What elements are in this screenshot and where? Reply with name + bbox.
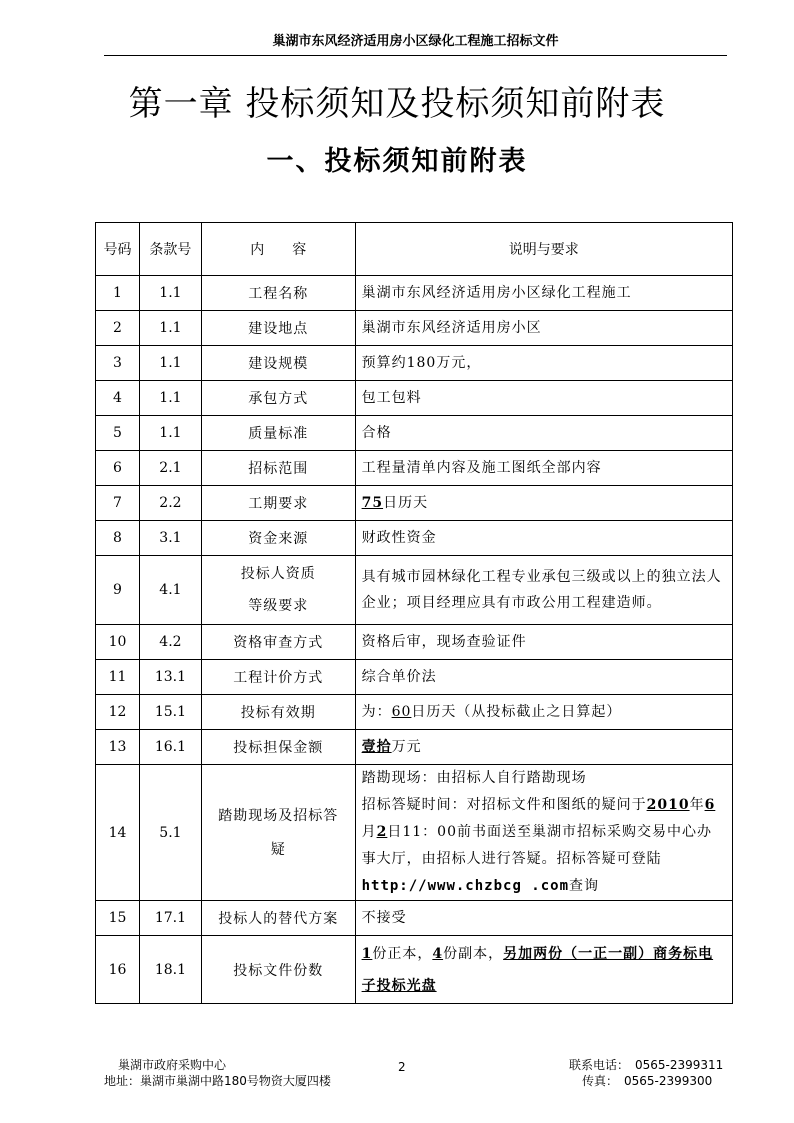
duration-days: 75: [361, 494, 384, 511]
row-no: 13: [96, 730, 140, 765]
row-desc: [355, 695, 732, 730]
bid-instructions-table: [95, 222, 733, 1004]
table-row: [96, 521, 733, 556]
row-clause: 3.1: [139, 521, 201, 556]
row-clause: 13.1: [139, 660, 201, 695]
row-no: 12: [96, 695, 140, 730]
table-row: [96, 765, 733, 901]
row-clause: 2.2: [139, 486, 201, 521]
row-item-line: 投标人资质: [240, 566, 316, 582]
table-row: [96, 276, 733, 311]
table-row: [96, 311, 733, 346]
table-row: [96, 625, 733, 660]
col-header-clause: 条款号: [139, 223, 201, 276]
row-no: 9: [96, 556, 140, 625]
row-desc: 合格: [355, 416, 732, 451]
row-no: 15: [96, 901, 140, 936]
row-no: 16: [96, 936, 140, 1004]
table-row: [96, 730, 733, 765]
row-desc: 不接受: [355, 901, 732, 936]
row-desc: [355, 486, 732, 521]
row-item: 承包方式: [201, 381, 355, 416]
bond-unit: 万元: [391, 738, 422, 755]
row-no: 7: [96, 486, 140, 521]
qa-month-unit: 月: [361, 824, 377, 840]
qa-year: 2010: [646, 797, 690, 813]
website-link[interactable]: http://www.chzbcg .com: [361, 878, 570, 894]
footer-org: 巢湖市政府采购中心: [118, 1058, 227, 1072]
page-number: 2: [398, 1060, 406, 1074]
row-no: 4: [96, 381, 140, 416]
duration-unit: 日历天: [383, 494, 429, 511]
table-header-row: [96, 223, 733, 276]
qa-time-text: 招标答疑时间：对招标文件和图纸的疑问于: [361, 797, 647, 813]
row-no: 3: [96, 346, 140, 381]
row-item: 工程名称: [201, 276, 355, 311]
validity-suffix: 日历天（从投标截止之日算起）: [411, 703, 622, 720]
running-header: 巢湖市东风经济适用房小区绿化工程施工招标文件: [272, 34, 559, 49]
table-row: [96, 901, 733, 936]
col-header-no: 号码: [96, 223, 140, 276]
qa-day: 2: [376, 824, 388, 840]
qa-month: 6: [704, 797, 716, 813]
row-desc: 具有城市园林绿化工程专业承包三级或以上的独立法人企业；项目经理应具有市政公用工程建造师。: [355, 556, 732, 625]
row-item: 招标范围: [201, 451, 355, 486]
row-desc: [355, 730, 732, 765]
footer-fax: 传真： 0565-2399300: [582, 1074, 713, 1088]
row-desc: 综合单价法: [355, 660, 732, 695]
row-clause: 1.1: [139, 311, 201, 346]
header-rule: [104, 55, 727, 56]
row-item: 投标担保金额: [201, 730, 355, 765]
copy-count: 4: [432, 945, 444, 962]
bond-amount: 壹拾: [361, 738, 392, 755]
chapter-title: 第一章 投标须知及投标须知前附表: [128, 84, 666, 124]
row-desc: 财政性资金: [355, 521, 732, 556]
row-clause: 4.2: [139, 625, 201, 660]
row-clause: 2.1: [139, 451, 201, 486]
row-clause: 1.1: [139, 276, 201, 311]
row-item: 质量标准: [201, 416, 355, 451]
table-row: [96, 695, 733, 730]
row-item: 投标文件份数: [201, 936, 355, 1004]
row-clause: 4.1: [139, 556, 201, 625]
row-desc: 工程量清单内容及施工图纸全部内容: [355, 451, 732, 486]
row-item: 工期要求: [201, 486, 355, 521]
row-item: 建设地点: [201, 311, 355, 346]
row-clause: 16.1: [139, 730, 201, 765]
row-item: 资金来源: [201, 521, 355, 556]
row-item: 资格审查方式: [201, 625, 355, 660]
qa-query-text: 查询: [569, 878, 600, 894]
table-row: [96, 416, 733, 451]
table-row: [96, 660, 733, 695]
row-clause: 5.1: [139, 765, 201, 901]
table-row: [96, 936, 733, 1004]
row-clause: 18.1: [139, 936, 201, 1004]
row-desc: 巢湖市东风经济适用房小区绿化工程施工: [355, 276, 732, 311]
row-no: 8: [96, 521, 140, 556]
row-no: 2: [96, 311, 140, 346]
row-clause: 17.1: [139, 901, 201, 936]
row-item-line: 疑: [270, 841, 286, 858]
row-item: 投标有效期: [201, 695, 355, 730]
electronic-disc-text: 另加两份（一正一副）商务标电子投标光盘: [361, 945, 714, 994]
row-clause: 1.1: [139, 416, 201, 451]
row-item: 建设规模: [201, 346, 355, 381]
row-item-line: 等级要求: [248, 598, 309, 614]
site-visit-text: 踏勘现场：由招标人自行踏勘现场: [361, 770, 587, 786]
row-no: 10: [96, 625, 140, 660]
col-header-item: 内 容: [201, 223, 355, 276]
qa-day-unit: 日: [387, 824, 403, 840]
row-desc: 包工包料: [355, 381, 732, 416]
footer-address: 地址：巢湖市巢湖中路180号物资大厦四楼: [104, 1074, 331, 1088]
table-row: [96, 381, 733, 416]
row-desc: 资格后审，现场查验证件: [355, 625, 732, 660]
table-row: [96, 451, 733, 486]
table-row: [96, 346, 733, 381]
qa-time-detail: 11：00前书面送至巢湖市招标采购交易中心办事大厅，由招标人进行答疑。招标答疑可登陆: [361, 824, 712, 867]
qa-year-unit: 年: [689, 797, 705, 813]
row-clause: 1.1: [139, 346, 201, 381]
row-item: [201, 765, 355, 901]
table-row: [96, 556, 733, 625]
row-desc: [355, 765, 732, 901]
row-clause: 1.1: [139, 381, 201, 416]
original-unit: 份正本，: [372, 945, 433, 962]
copy-unit: 份副本，: [443, 945, 504, 962]
row-no: 14: [96, 765, 140, 901]
row-item-line: 踏勘现场及招标答: [218, 807, 339, 824]
table-row: [96, 486, 733, 521]
row-clause: 15.1: [139, 695, 201, 730]
validity-days: 60: [391, 703, 412, 720]
row-no: 5: [96, 416, 140, 451]
row-no: 1: [96, 276, 140, 311]
row-no: 11: [96, 660, 140, 695]
row-item: 投标人的替代方案: [201, 901, 355, 936]
row-item: 工程计价方式: [201, 660, 355, 695]
section-title: 一、投标须知前附表: [266, 146, 528, 177]
row-desc: 预算约180万元，: [355, 346, 732, 381]
row-item: [201, 556, 355, 625]
row-no: 6: [96, 451, 140, 486]
row-desc: 巢湖市东风经济适用房小区: [355, 311, 732, 346]
col-header-desc: 说明与要求: [355, 223, 732, 276]
original-count: 1: [361, 945, 373, 962]
footer-phone: 联系电话： 0565-2399311: [569, 1058, 724, 1072]
row-desc: [355, 936, 732, 1004]
validity-prefix: 为：: [361, 703, 392, 720]
